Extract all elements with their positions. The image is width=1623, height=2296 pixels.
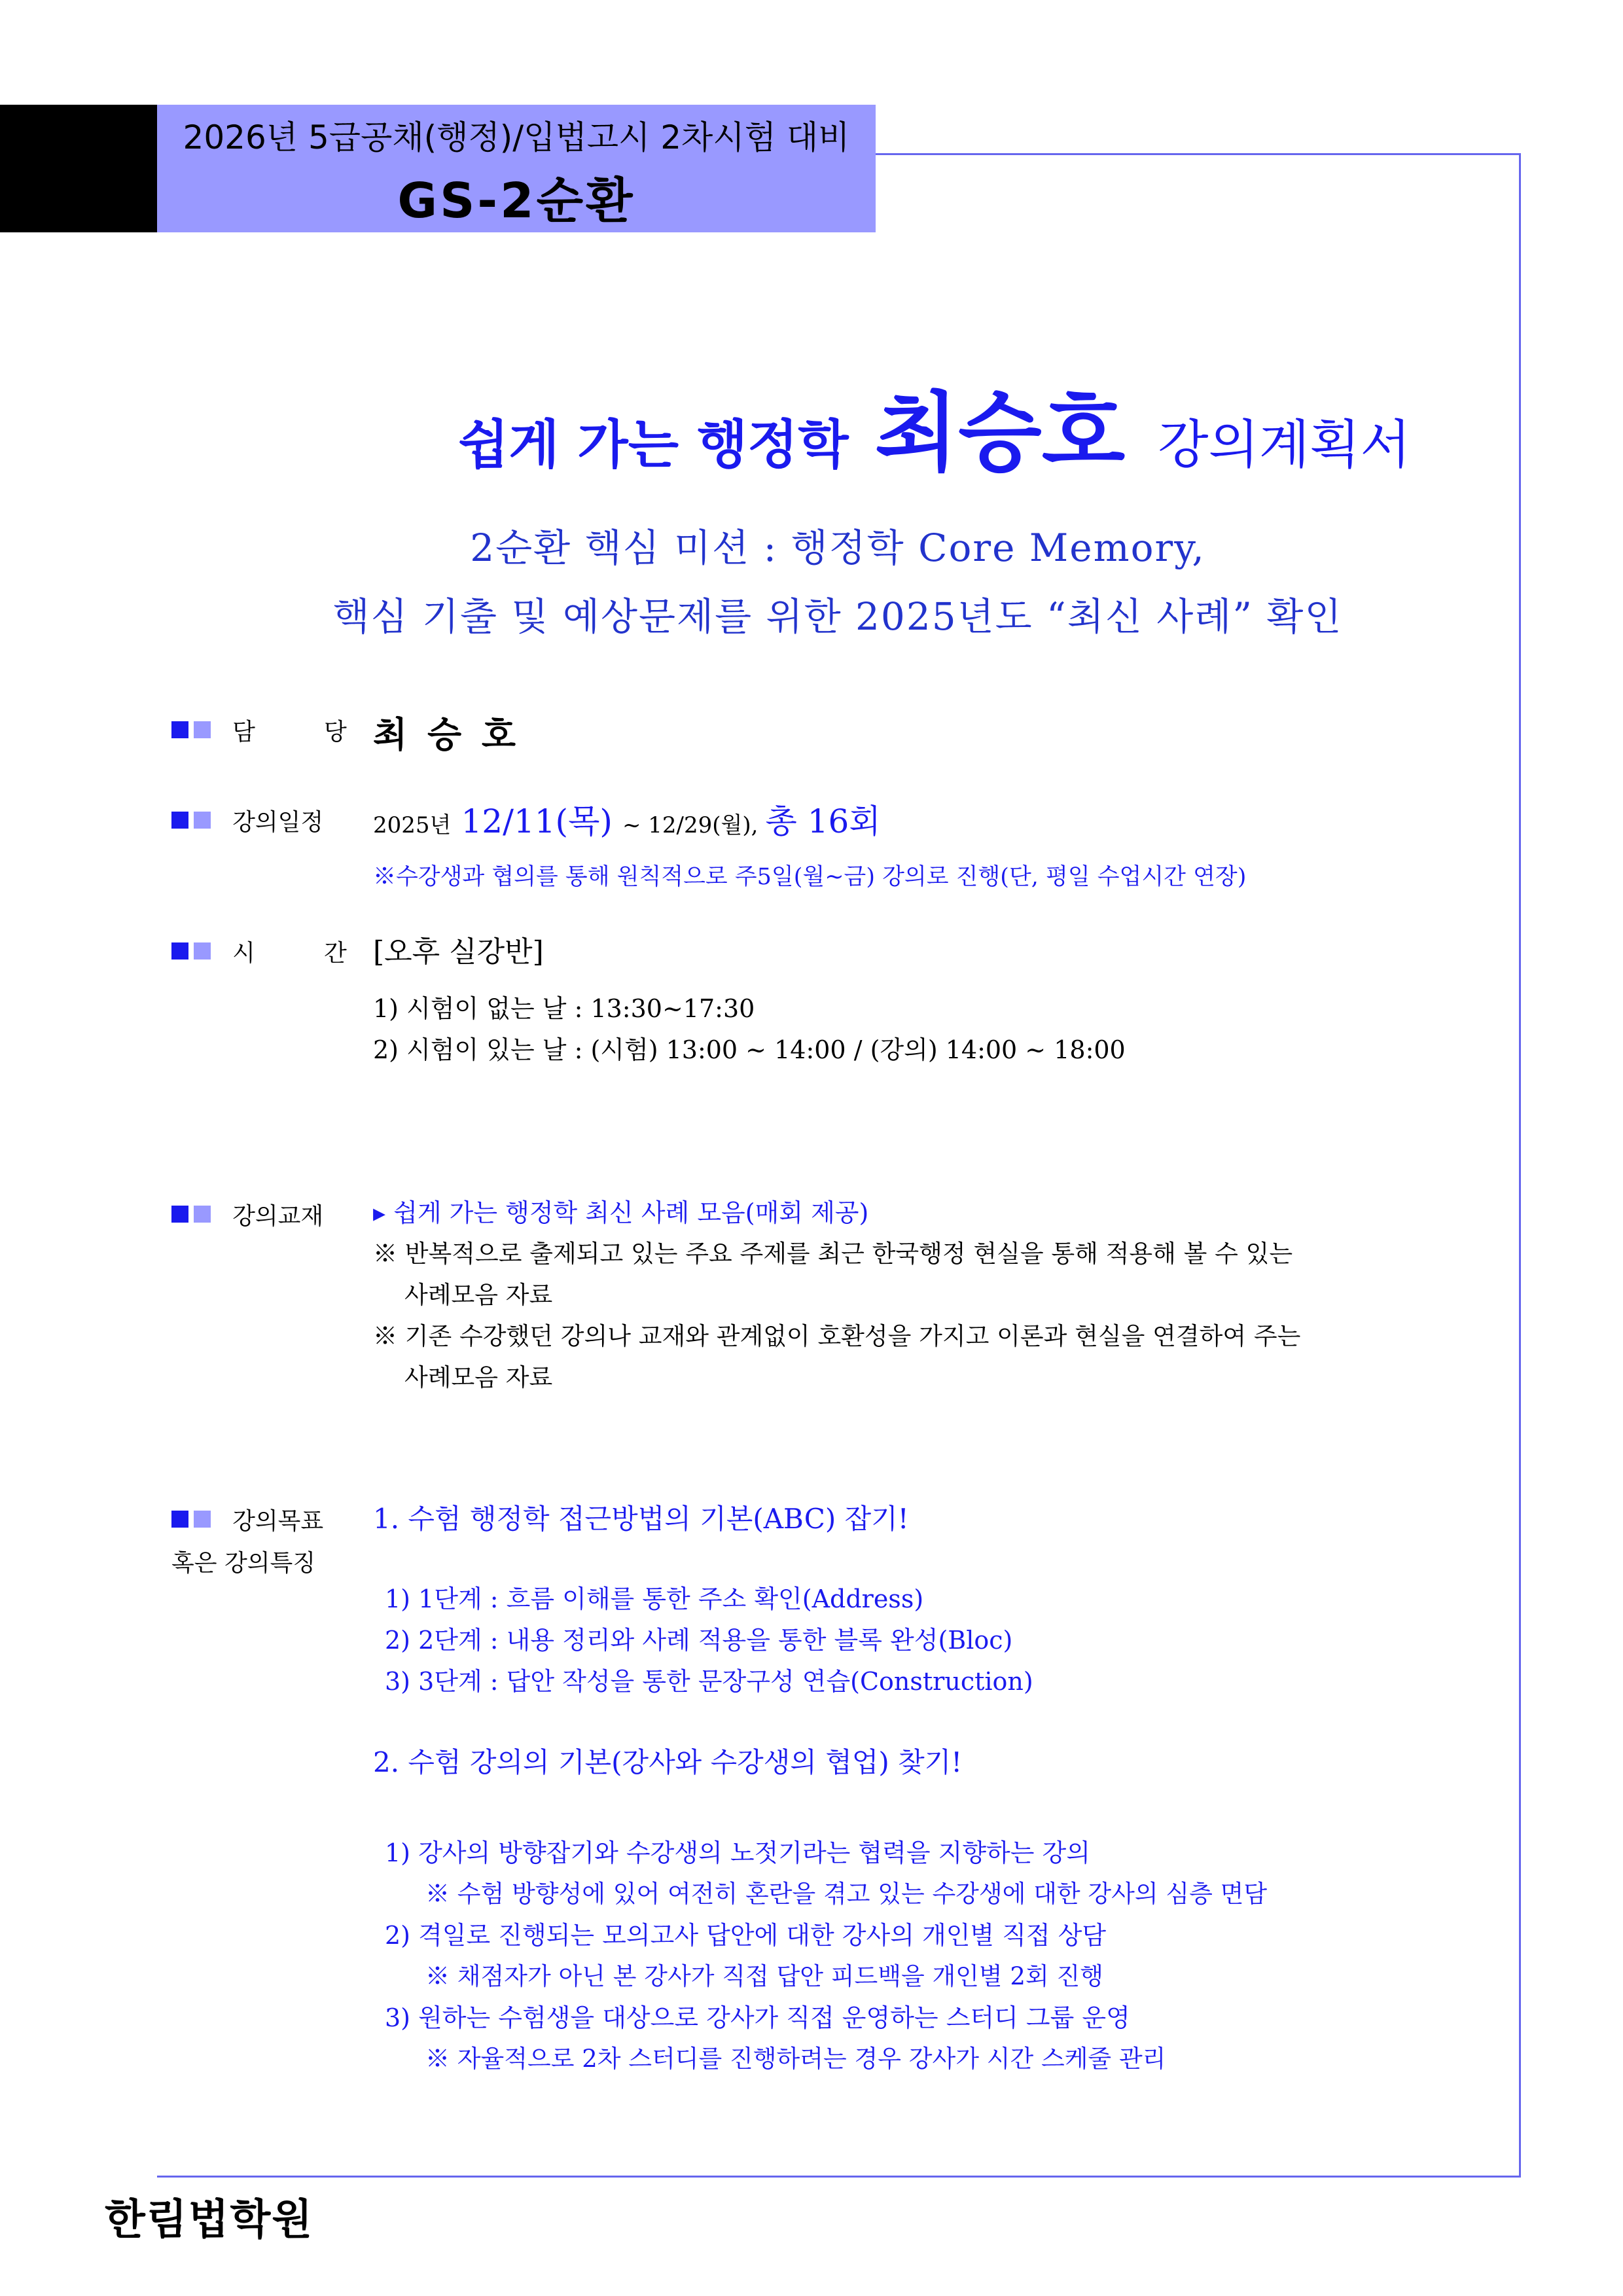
header-black-block xyxy=(0,105,157,232)
time-line2: 2) 시험이 있는 날 : (시험) 13:00 ~ 14:00 / (강의) 14:00 ~ 18:00 xyxy=(373,1035,1126,1064)
material-note2: ※ 기존 수강했던 강의나 교재와 관계없이 호환성을 가지고 이론과 현실을 연결하여 주는 xyxy=(373,1322,1301,1350)
academy-logo: 한림법학원 xyxy=(105,2196,314,2244)
mission-line2: 핵심 기출 및 예상문제를 위한 2025년도 “최신 사례” 확인 xyxy=(332,594,1343,639)
mission-line1: 2순환 핵심 미션 : 행정학 Core Memory, xyxy=(470,526,1205,570)
frame-right-line xyxy=(1519,153,1521,2177)
material-note1: ※ 반복적으로 출제되고 있는 주요 주제를 최근 한국행정 현실을 통해 적용해 볼 수 있는 xyxy=(373,1240,1293,1268)
bullet-square-dark xyxy=(171,721,188,738)
time-line1: 1) 시험이 없는 날 : 13:30~17:30 xyxy=(373,994,755,1023)
goal1-heading: 1. 수험 행정학 접근방법의 기본(ABC) 잡기! xyxy=(373,1503,909,1535)
goal1-item: 2) 2단계 : 내용 정리와 사례 적용을 통한 블록 완성(Bloc) xyxy=(385,1626,1013,1655)
schedule-dates: 2025년 12/11(목) ~ 12/29(월), 총 16회 xyxy=(373,802,881,840)
material-note1-cont: 사례모음 자료 xyxy=(404,1281,553,1309)
frame-bottom-line xyxy=(157,2176,1521,2178)
schedule-note: ※수강생과 협의를 통해 원칙적으로 주5일(월~금) 강의로 진행(단, 평일 수업시간 연장) xyxy=(373,864,1247,890)
section-instructor-label: 담 당 xyxy=(171,713,347,747)
goal2-item: 3) 원하는 수험생을 대상으로 강사가 직접 운영하는 스터디 그룹 운영 xyxy=(385,2003,1130,2032)
bullet-square-light xyxy=(194,1206,211,1223)
goal2-item: 1) 강사의 방향잡기와 수강생의 노젓기라는 협력을 지향하는 강의 xyxy=(385,1839,1090,1867)
section-time-label: 시 간 xyxy=(171,935,347,968)
time-class-type: [오후 실강반] xyxy=(373,935,544,969)
material-main: ▸ 쉽게 가는 행정학 최신 사례 모음(매회 제공) xyxy=(373,1198,869,1227)
instructor-name: 최 승 호 xyxy=(373,713,520,755)
section-schedule-label: 강의일정 xyxy=(171,804,323,837)
section-material-label: 강의교재 xyxy=(171,1198,323,1231)
material-note2-cont: 사례모음 자료 xyxy=(404,1363,553,1391)
document-title xyxy=(458,363,1518,484)
bullet-square-dark xyxy=(171,942,188,960)
title-part3: 강의계획서 xyxy=(1158,414,1411,475)
frame-top-line xyxy=(876,153,1521,155)
header-banner xyxy=(157,105,876,232)
bullet-square-dark xyxy=(171,812,188,829)
title-part1: 쉽게 가는 행정학 xyxy=(458,414,849,475)
header-course-name: GS-2순환 xyxy=(397,173,635,229)
bullet-square-light xyxy=(194,942,211,960)
goal1-item: 3) 3단계 : 답안 작성을 통한 문장구성 연습(Construction) xyxy=(385,1667,1033,1696)
bullet-square-light xyxy=(194,721,211,738)
section-goals-label2: 혹은 강의특징 xyxy=(171,1550,316,1577)
section-goals-label: 강의목표 xyxy=(171,1503,323,1536)
goal2-note: ※ 자율적으로 2차 스터디를 진행하려는 경우 강사가 시간 스케줄 관리 xyxy=(425,2045,1166,2073)
header-subtitle: 2026년 5급공채(행정)/입법고시 2차시험 대비 xyxy=(183,118,850,156)
goal2-note: ※ 채점자가 아닌 본 강사가 직접 답안 피드백을 개인별 2회 진행 xyxy=(425,1962,1103,1990)
bullet-square-dark xyxy=(171,1206,188,1223)
goal2-heading: 2. 수험 강의의 기본(강사와 수강생의 협업) 찾기! xyxy=(373,1746,963,1778)
title-instructor: 최승호 xyxy=(874,383,1126,484)
bullet-square-light xyxy=(194,1511,211,1528)
goal2-note: ※ 수험 방향성에 있어 여전히 혼란을 겪고 있는 수강생에 대한 강사의 심층 면담 xyxy=(425,1880,1268,1908)
goal1-item: 1) 1단계 : 흐름 이해를 통한 주소 확인(Address) xyxy=(385,1585,924,1613)
bullet-square-light xyxy=(194,812,211,829)
bullet-square-dark xyxy=(171,1511,188,1528)
goal2-item: 2) 격일로 진행되는 모의고사 답안에 대한 강사의 개인별 직접 상담 xyxy=(385,1921,1107,1950)
